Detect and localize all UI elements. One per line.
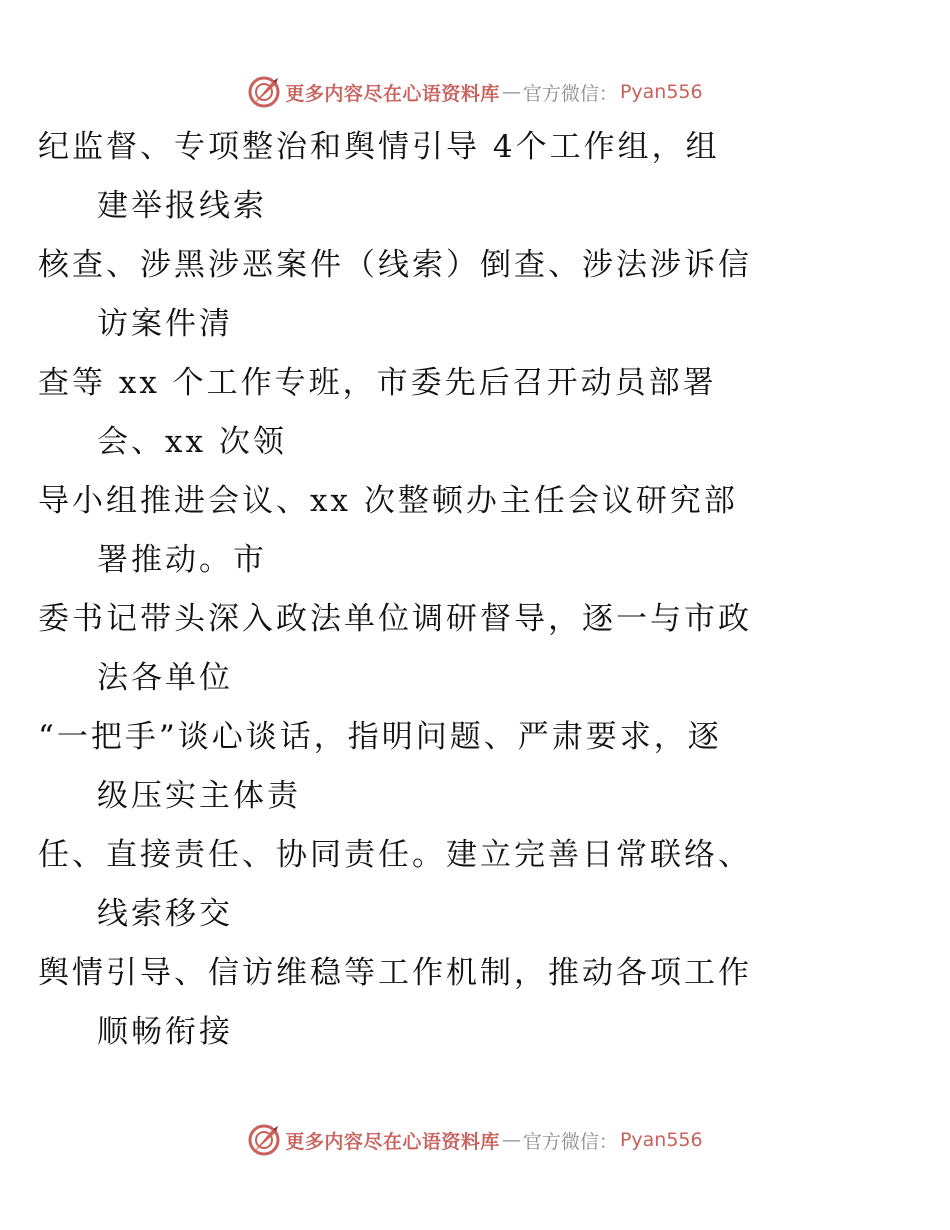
paragraph-line: 会、xx 次领	[97, 424, 287, 460]
watermark-wechat-id: Pyan556	[619, 81, 703, 103]
paragraph	[0, 118, 950, 236]
document-body	[0, 118, 950, 1062]
quill-logo-icon	[247, 1123, 281, 1157]
quill-logo-icon	[247, 75, 281, 109]
paragraph-line: 核查、涉黑涉恶案件（线索）倒查、涉法涉诉信	[38, 247, 752, 283]
paragraph-line: 署推动。市	[97, 542, 267, 578]
watermark-dash: —	[501, 1129, 521, 1151]
paragraph-line: 舆情引导、信访维稳等工作机制，推动各项工作	[38, 955, 752, 991]
paragraph-line: 顺畅衔接	[97, 1014, 233, 1050]
paragraph-line: 纪监督、专项整治和舆情引导 4个工作组，组	[38, 129, 720, 165]
paragraph	[0, 590, 950, 708]
paragraph-line: “一把手”谈心谈话，指明问题、严肃要求，逐	[38, 719, 722, 755]
paragraph	[0, 944, 950, 1062]
paragraph-line: 查等 xx 个工作专班，市委先后召开动员部署	[38, 365, 717, 401]
paragraph-line: 访案件清	[97, 306, 233, 342]
watermark-wechat-label: 官方微信：	[522, 1130, 618, 1153]
paragraph	[0, 354, 950, 472]
paragraph-line: 法各单位	[97, 660, 233, 696]
paragraph	[0, 472, 950, 590]
paragraph	[0, 826, 950, 944]
paragraph	[0, 236, 950, 354]
paragraph	[0, 708, 950, 826]
paragraph-line: 线索移交	[97, 896, 233, 932]
watermark-title: 更多内容尽在心语资料库	[285, 82, 500, 105]
paragraph-line: 任、直接责任、协同责任。建立完善日常联络、	[38, 837, 752, 873]
paragraph-line: 级压实主体责	[97, 778, 301, 814]
footer-watermark	[0, 1120, 950, 1160]
paragraph-line: 导小组推进会议、xx 次整顿办主任会议研究部	[38, 483, 738, 519]
paragraph-line: 委书记带头深入政法单位调研督导，逐一与市政	[38, 601, 752, 637]
watermark-wechat-id: Pyan556	[619, 1129, 703, 1151]
watermark-wechat-label: 官方微信：	[522, 82, 618, 105]
watermark-dash: —	[501, 81, 521, 103]
paragraph-line: 建举报线索	[97, 188, 267, 224]
header-watermark	[0, 72, 950, 112]
watermark-title: 更多内容尽在心语资料库	[285, 1130, 500, 1153]
